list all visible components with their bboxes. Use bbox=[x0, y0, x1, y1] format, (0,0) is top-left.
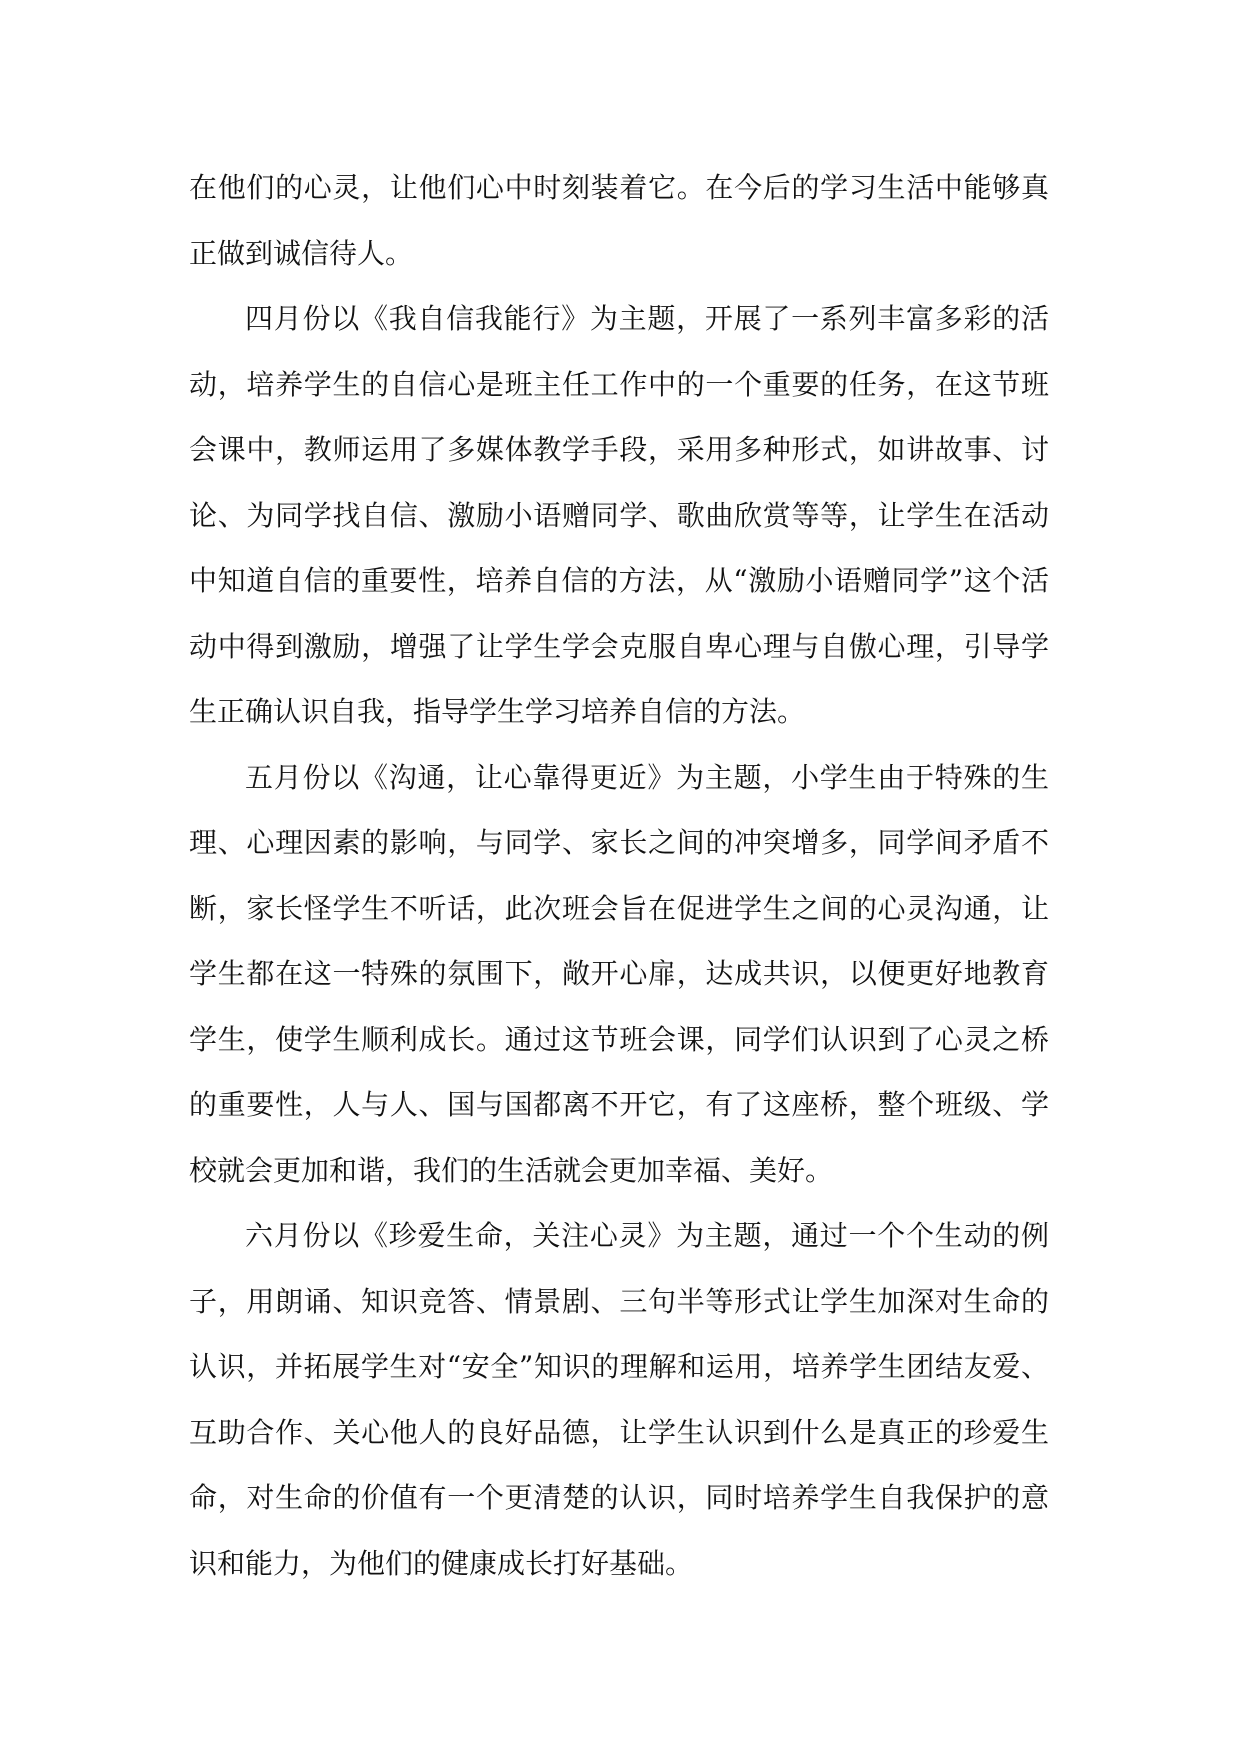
paragraph-april: 四月份以《我自信我能行》为主题，开展了一系列丰富多彩的活动，培养学生的自信心是班主任工作中的一个重要的任务，在这节班会课中，教师运用了多媒体教学手段，采用多种形式，如讲故事、讨论、为同学找自信、激励小语赠同学、歌曲欣赏等等，让学生在活动中知道自信的重要性，培养自信的方法，从“激励小语赠同学”这个活动中得到激励，增强了让学生学会克服自卑心理与自傲心理，引导学生正确认识自我，指导学生学习培养自信的方法。 bbox=[189, 302, 1049, 728]
paragraph-june: 六月份以《珍爱生命，关注心灵》为主题，通过一个个生动的例子，用朗诵、知识竞答、情景剧、三句半等形式让学生加深对生命的认识，并拓展学生对“安全”知识的理解和运用，培养学生团结友爱、互助合作、关心他人的良好品德，让学生认识到什么是真正的珍爱生命，对生命的价值有一个更清楚的认识，同时培养学生自我保护的意识和能力，为他们的健康成长打好基础。 bbox=[189, 1219, 1049, 1580]
paragraph-may: 五月份以《沟通，让心靠得更近》为主题，小学生由于特殊的生理、心理因素的影响，与同学、家长之间的冲突增多，同学间矛盾不断，家长怪学生不听话，此次班会旨在促进学生之间的心灵沟通，让学生都在这一特殊的氛围下，敞开心扉，达成共识，以便更好地教育学生，使学生顺利成长。通过这节班会课，同学们认识到了心灵之桥的重要性，人与人、国与国都离不开它，有了这座桥，整个班级、学校就会更加和谐，我们的生活就会更加幸福、美好。 bbox=[189, 760, 1049, 1187]
document-body bbox=[189, 155, 1049, 1596]
paragraph-1: 在他们的心灵，让他们心中时刻装着它。在今后的学习生活中能够真正做到诚信待人。 bbox=[189, 171, 1049, 270]
